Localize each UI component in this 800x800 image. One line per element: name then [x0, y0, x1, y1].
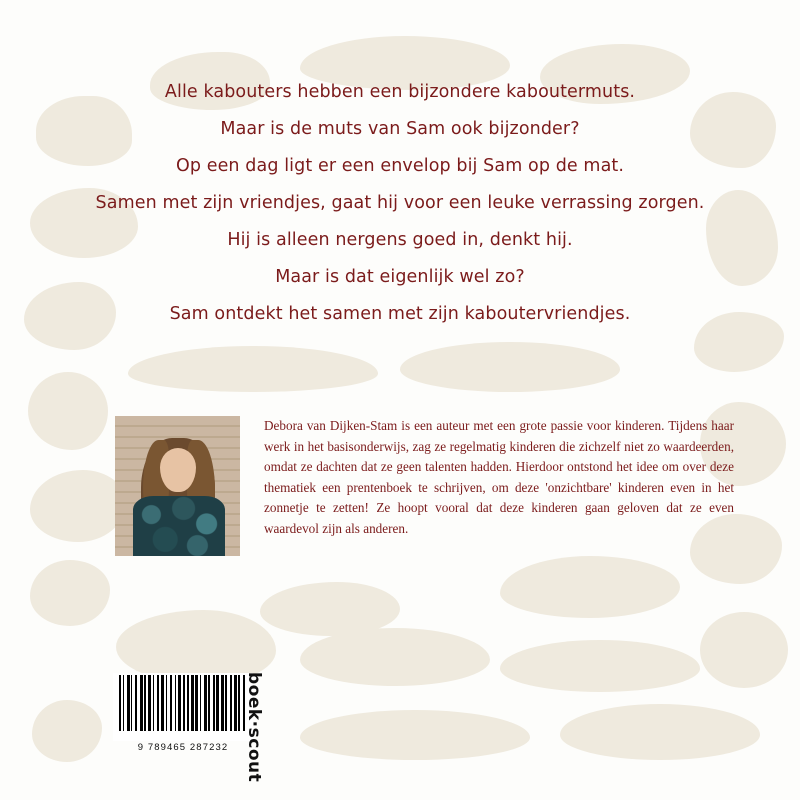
blurb-line: Maar is dat eigenlijk wel zo?: [275, 267, 525, 287]
blurb-line: Sam ontdekt het samen met zijn kaboutervriendjes.: [169, 304, 631, 324]
barcode-area: [113, 673, 253, 753]
blurb-line: Hij is alleen nergens goed in, denkt hij.: [227, 230, 573, 250]
author-bio-text: Debora van Dijken-Stam is een auteur met een grote passie voor kinderen. Tijdens haar werk in het basisonderwijs, zag ze regelmatig kinderen die zichzelf niet zo waardeerden, omdat ze dachten dat ze geen talenten hadden. Hierdoor ontstond het idee om over deze thematiek een prentenboek te schrijven, om deze 'onzichtbare' kinderen even in het zonnetje te zetten! Ze hoopt vooral dat deze kinderen gaan geloven dat ze even waardevol zijn als anderen.: [264, 418, 734, 536]
decorative-blob: [400, 342, 620, 392]
decorative-blob: [500, 640, 700, 692]
decorative-blob: [32, 700, 102, 762]
portrait-face: [160, 448, 196, 492]
isbn-barcode: [113, 673, 253, 741]
decorative-blob: [28, 372, 108, 450]
decorative-blob: [30, 470, 126, 542]
publisher-logo: boek·scout: [244, 672, 264, 783]
decorative-blob: [128, 346, 378, 392]
book-blurb: [0, 74, 800, 333]
blurb-line: Samen met zijn vriendjes, gaat hij voor een leuke verrassing zorgen.: [95, 193, 705, 213]
portrait-clothing: [133, 496, 225, 556]
barcode-bars: [119, 675, 247, 731]
decorative-blob: [300, 628, 490, 686]
author-portrait-photo: [115, 416, 240, 556]
decorative-blob: [500, 556, 680, 618]
decorative-blob: [700, 612, 788, 688]
decorative-blob: [300, 710, 530, 760]
decorative-blob: [30, 560, 110, 626]
author-section: [115, 416, 735, 556]
blurb-line: Op een dag ligt er een envelop bij Sam op de mat.: [175, 156, 625, 176]
isbn-number: 9 789465 287232: [137, 742, 229, 753]
blurb-line: Alle kabouters hebben een bijzondere kaboutermuts.: [164, 82, 636, 102]
blurb-line: Maar is de muts van Sam ook bijzonder?: [220, 119, 580, 139]
decorative-blob: [560, 704, 760, 760]
